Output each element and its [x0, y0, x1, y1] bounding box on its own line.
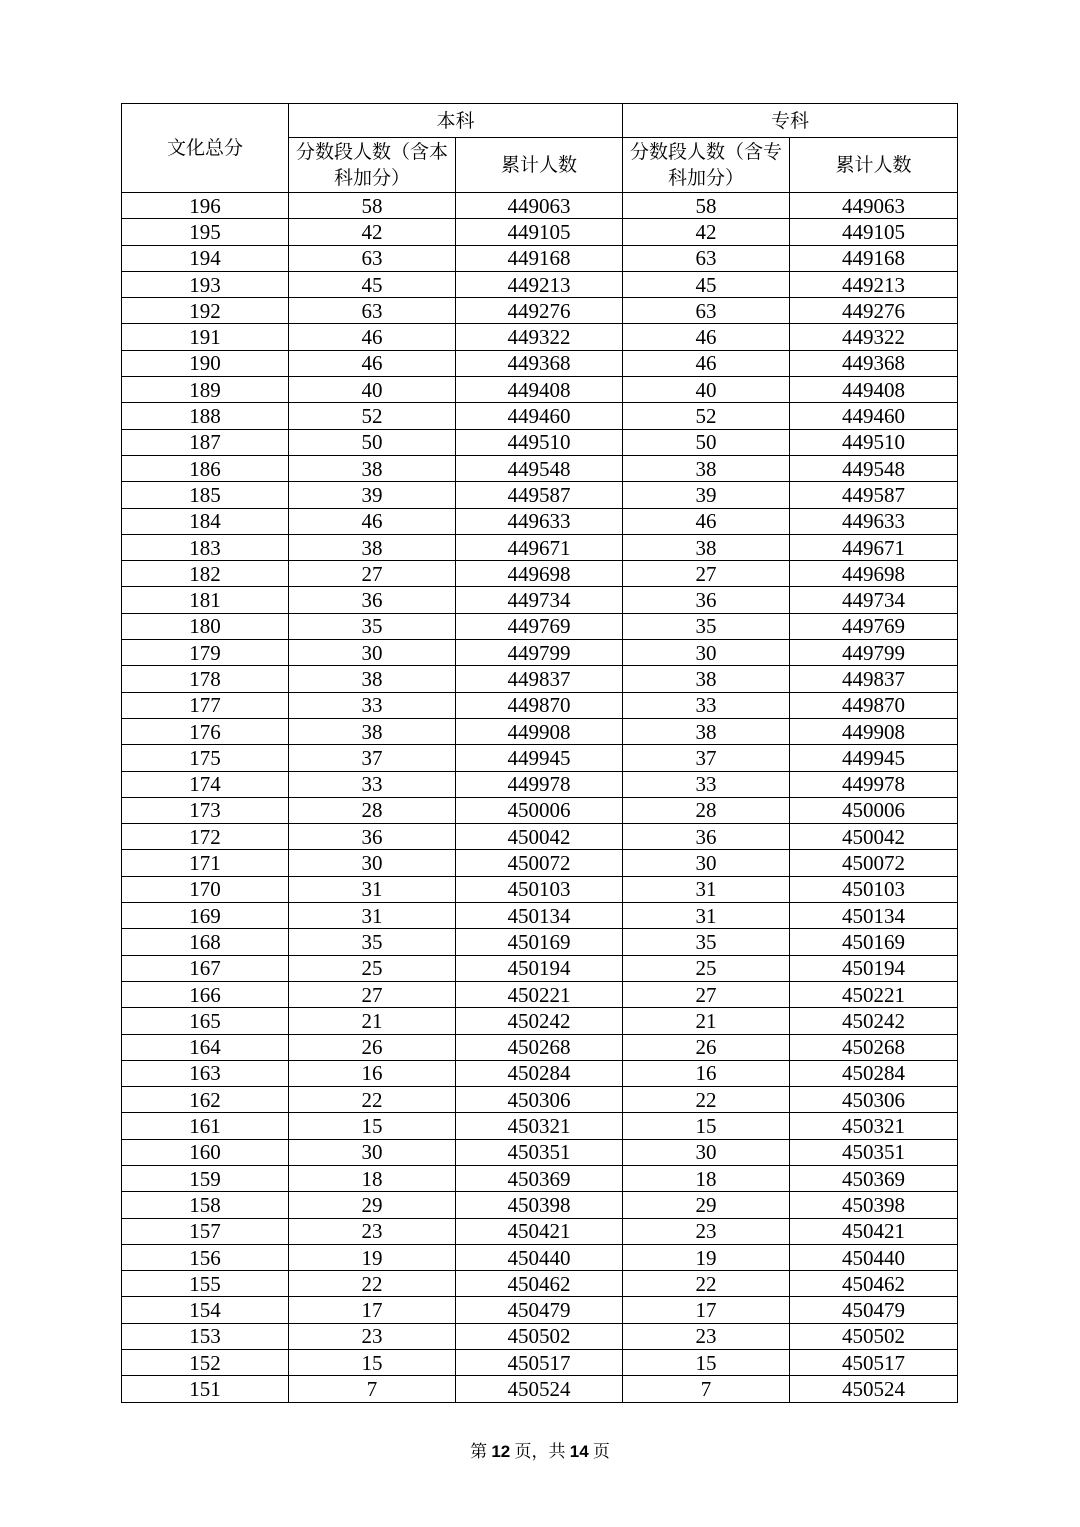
cell-score: 174 — [122, 771, 289, 797]
cell-zhuanke-count: 27 — [623, 981, 790, 1007]
cell-benke-count: 58 — [289, 193, 456, 219]
cell-benke-cumulative: 450517 — [456, 1350, 623, 1376]
cell-benke-count: 42 — [289, 219, 456, 245]
table-row — [122, 1008, 958, 1034]
cell-score: 187 — [122, 429, 289, 455]
cell-benke-count: 31 — [289, 903, 456, 929]
header-zhuanke-count: 分数段人数（含专科加分） — [623, 138, 790, 193]
cell-benke-count: 45 — [289, 271, 456, 297]
cell-zhuanke-count: 27 — [623, 561, 790, 587]
cell-score: 172 — [122, 824, 289, 850]
cell-zhuanke-cumulative: 449548 — [790, 455, 958, 481]
table-row — [122, 771, 958, 797]
table-row — [122, 903, 958, 929]
table-row — [122, 455, 958, 481]
cell-benke-count: 39 — [289, 482, 456, 508]
cell-zhuanke-cumulative: 449510 — [790, 429, 958, 455]
cell-score: 166 — [122, 981, 289, 1007]
cell-zhuanke-cumulative: 450169 — [790, 929, 958, 955]
cell-zhuanke-cumulative: 450440 — [790, 1244, 958, 1270]
cell-score: 176 — [122, 718, 289, 744]
cell-zhuanke-count: 42 — [623, 219, 790, 245]
score-distribution-table — [121, 103, 958, 1403]
cell-zhuanke-count: 36 — [623, 824, 790, 850]
cell-benke-cumulative: 450369 — [456, 1165, 623, 1191]
cell-benke-count: 17 — [289, 1297, 456, 1323]
table-row — [122, 1192, 958, 1218]
cell-benke-count: 29 — [289, 1192, 456, 1218]
cell-benke-cumulative: 450398 — [456, 1192, 623, 1218]
table-row — [122, 850, 958, 876]
cell-benke-count: 30 — [289, 1139, 456, 1165]
cell-score: 159 — [122, 1165, 289, 1191]
table-row — [122, 929, 958, 955]
cell-benke-count: 16 — [289, 1060, 456, 1086]
cell-benke-cumulative: 450462 — [456, 1271, 623, 1297]
cell-zhuanke-count: 18 — [623, 1165, 790, 1191]
cell-benke-count: 15 — [289, 1350, 456, 1376]
cell-benke-cumulative: 449734 — [456, 587, 623, 613]
table-row — [122, 324, 958, 350]
cell-zhuanke-cumulative: 449769 — [790, 613, 958, 639]
cell-zhuanke-cumulative: 450321 — [790, 1113, 958, 1139]
cell-benke-count: 26 — [289, 1034, 456, 1060]
cell-benke-cumulative: 449671 — [456, 534, 623, 560]
header-zhuanke-cumulative: 累计人数 — [790, 138, 958, 193]
cell-zhuanke-count: 21 — [623, 1008, 790, 1034]
cell-zhuanke-cumulative: 450103 — [790, 876, 958, 902]
cell-benke-cumulative: 450268 — [456, 1034, 623, 1060]
cell-benke-cumulative: 449322 — [456, 324, 623, 350]
cell-score: 171 — [122, 850, 289, 876]
cell-benke-cumulative: 449799 — [456, 640, 623, 666]
table-row — [122, 1165, 958, 1191]
cell-score: 180 — [122, 613, 289, 639]
cell-score: 167 — [122, 955, 289, 981]
cell-zhuanke-count: 37 — [623, 745, 790, 771]
table-row — [122, 377, 958, 403]
cell-benke-count: 46 — [289, 324, 456, 350]
table-row — [122, 1350, 958, 1376]
cell-zhuanke-cumulative: 450134 — [790, 903, 958, 929]
table-row — [122, 640, 958, 666]
cell-benke-cumulative: 449168 — [456, 245, 623, 271]
cell-score: 184 — [122, 508, 289, 534]
cell-zhuanke-cumulative: 449460 — [790, 403, 958, 429]
cell-benke-cumulative: 450103 — [456, 876, 623, 902]
cell-zhuanke-count: 40 — [623, 377, 790, 403]
cell-benke-cumulative: 450351 — [456, 1139, 623, 1165]
cell-benke-cumulative: 450072 — [456, 850, 623, 876]
table-row — [122, 797, 958, 823]
header-zhuanke: 专科 — [623, 104, 958, 138]
table-row — [122, 429, 958, 455]
cell-zhuanke-count: 38 — [623, 455, 790, 481]
cell-benke-count: 31 — [289, 876, 456, 902]
cell-zhuanke-cumulative: 449799 — [790, 640, 958, 666]
cell-benke-count: 33 — [289, 771, 456, 797]
cell-benke-count: 27 — [289, 561, 456, 587]
table-row — [122, 613, 958, 639]
cell-zhuanke-count: 50 — [623, 429, 790, 455]
cell-benke-cumulative: 449276 — [456, 298, 623, 324]
cell-zhuanke-cumulative: 450524 — [790, 1376, 958, 1402]
cell-benke-cumulative: 449633 — [456, 508, 623, 534]
cell-benke-count: 36 — [289, 587, 456, 613]
cell-zhuanke-count: 23 — [623, 1323, 790, 1349]
cell-benke-cumulative: 450502 — [456, 1323, 623, 1349]
cell-zhuanke-count: 29 — [623, 1192, 790, 1218]
cell-score: 170 — [122, 876, 289, 902]
cell-score: 190 — [122, 350, 289, 376]
cell-score: 154 — [122, 1297, 289, 1323]
cell-benke-cumulative: 449945 — [456, 745, 623, 771]
cell-zhuanke-count: 28 — [623, 797, 790, 823]
footer-page-number: 12 — [491, 1442, 511, 1461]
cell-benke-cumulative: 450242 — [456, 1008, 623, 1034]
cell-zhuanke-count: 19 — [623, 1244, 790, 1270]
footer-middle: 页，共 — [510, 1442, 570, 1461]
cell-benke-cumulative: 450321 — [456, 1113, 623, 1139]
cell-zhuanke-cumulative: 449698 — [790, 561, 958, 587]
table-row — [122, 482, 958, 508]
cell-benke-cumulative: 449105 — [456, 219, 623, 245]
cell-score: 151 — [122, 1376, 289, 1402]
cell-zhuanke-count: 16 — [623, 1060, 790, 1086]
cell-zhuanke-count: 33 — [623, 692, 790, 718]
cell-benke-cumulative: 449460 — [456, 403, 623, 429]
cell-benke-cumulative: 449548 — [456, 455, 623, 481]
table-row — [122, 298, 958, 324]
cell-zhuanke-count: 26 — [623, 1034, 790, 1060]
table-row — [122, 876, 958, 902]
cell-benke-count: 46 — [289, 508, 456, 534]
cell-zhuanke-count: 38 — [623, 534, 790, 560]
table-row — [122, 1113, 958, 1139]
cell-benke-count: 23 — [289, 1218, 456, 1244]
cell-benke-count: 38 — [289, 455, 456, 481]
cell-benke-count: 33 — [289, 692, 456, 718]
cell-zhuanke-cumulative: 449276 — [790, 298, 958, 324]
cell-score: 169 — [122, 903, 289, 929]
cell-zhuanke-cumulative: 449168 — [790, 245, 958, 271]
cell-benke-cumulative: 449698 — [456, 561, 623, 587]
cell-score: 153 — [122, 1323, 289, 1349]
cell-zhuanke-cumulative: 450421 — [790, 1218, 958, 1244]
cell-score: 165 — [122, 1008, 289, 1034]
cell-benke-count: 19 — [289, 1244, 456, 1270]
cell-benke-cumulative: 449510 — [456, 429, 623, 455]
cell-benke-cumulative: 450524 — [456, 1376, 623, 1402]
cell-benke-count: 22 — [289, 1271, 456, 1297]
cell-benke-cumulative: 449837 — [456, 666, 623, 692]
cell-zhuanke-cumulative: 449063 — [790, 193, 958, 219]
cell-benke-count: 35 — [289, 613, 456, 639]
cell-benke-count: 38 — [289, 666, 456, 692]
table-row — [122, 561, 958, 587]
cell-zhuanke-count: 7 — [623, 1376, 790, 1402]
table-row — [122, 271, 958, 297]
cell-zhuanke-cumulative: 450284 — [790, 1060, 958, 1086]
cell-benke-cumulative: 449587 — [456, 482, 623, 508]
cell-zhuanke-cumulative: 449322 — [790, 324, 958, 350]
cell-zhuanke-cumulative: 449978 — [790, 771, 958, 797]
cell-score: 162 — [122, 1087, 289, 1113]
cell-zhuanke-count: 22 — [623, 1087, 790, 1113]
cell-zhuanke-cumulative: 449908 — [790, 718, 958, 744]
cell-benke-count: 23 — [289, 1323, 456, 1349]
cell-benke-count: 27 — [289, 981, 456, 1007]
table-row — [122, 745, 958, 771]
cell-benke-count: 38 — [289, 534, 456, 560]
table-row — [122, 1271, 958, 1297]
cell-benke-cumulative: 449408 — [456, 377, 623, 403]
cell-score: 152 — [122, 1350, 289, 1376]
cell-benke-count: 15 — [289, 1113, 456, 1139]
cell-zhuanke-count: 39 — [623, 482, 790, 508]
cell-benke-cumulative: 450440 — [456, 1244, 623, 1270]
header-score: 文化总分 — [122, 104, 289, 193]
cell-zhuanke-count: 31 — [623, 903, 790, 929]
cell-zhuanke-cumulative: 450351 — [790, 1139, 958, 1165]
table-row — [122, 1376, 958, 1402]
cell-score: 177 — [122, 692, 289, 718]
table-row — [122, 1244, 958, 1270]
cell-zhuanke-cumulative: 450398 — [790, 1192, 958, 1218]
cell-zhuanke-count: 30 — [623, 1139, 790, 1165]
table-row — [122, 403, 958, 429]
table-row — [122, 1323, 958, 1349]
cell-zhuanke-count: 45 — [623, 271, 790, 297]
cell-zhuanke-cumulative: 449945 — [790, 745, 958, 771]
table-row — [122, 955, 958, 981]
cell-benke-count: 30 — [289, 640, 456, 666]
cell-benke-count: 21 — [289, 1008, 456, 1034]
cell-benke-cumulative: 450421 — [456, 1218, 623, 1244]
cell-benke-count: 22 — [289, 1087, 456, 1113]
cell-score: 183 — [122, 534, 289, 560]
cell-zhuanke-count: 46 — [623, 350, 790, 376]
table-row — [122, 824, 958, 850]
cell-score: 173 — [122, 797, 289, 823]
cell-score: 156 — [122, 1244, 289, 1270]
cell-benke-count: 25 — [289, 955, 456, 981]
cell-zhuanke-count: 46 — [623, 508, 790, 534]
cell-score: 163 — [122, 1060, 289, 1086]
cell-benke-cumulative: 450006 — [456, 797, 623, 823]
table-row — [122, 981, 958, 1007]
cell-score: 155 — [122, 1271, 289, 1297]
table-row — [122, 193, 958, 219]
cell-benke-cumulative: 449908 — [456, 718, 623, 744]
cell-benke-count: 40 — [289, 377, 456, 403]
cell-benke-count: 63 — [289, 298, 456, 324]
cell-benke-count: 38 — [289, 718, 456, 744]
cell-benke-cumulative: 449213 — [456, 271, 623, 297]
cell-zhuanke-cumulative: 449837 — [790, 666, 958, 692]
cell-zhuanke-count: 25 — [623, 955, 790, 981]
cell-score: 168 — [122, 929, 289, 955]
cell-zhuanke-count: 38 — [623, 718, 790, 744]
cell-score: 194 — [122, 245, 289, 271]
cell-zhuanke-cumulative: 449870 — [790, 692, 958, 718]
table-row — [122, 219, 958, 245]
cell-score: 186 — [122, 455, 289, 481]
cell-zhuanke-cumulative: 450006 — [790, 797, 958, 823]
table-body — [122, 193, 958, 1403]
cell-zhuanke-cumulative: 449105 — [790, 219, 958, 245]
cell-zhuanke-cumulative: 449633 — [790, 508, 958, 534]
footer-prefix: 第 — [470, 1442, 492, 1461]
header-benke-count: 分数段人数（含本科加分） — [289, 138, 456, 193]
table-row — [122, 1139, 958, 1165]
table-row — [122, 1218, 958, 1244]
header-benke: 本科 — [289, 104, 623, 138]
cell-benke-count: 28 — [289, 797, 456, 823]
cell-benke-cumulative: 450169 — [456, 929, 623, 955]
footer-suffix: 页 — [588, 1442, 610, 1461]
cell-benke-cumulative: 450284 — [456, 1060, 623, 1086]
cell-zhuanke-count: 46 — [623, 324, 790, 350]
cell-zhuanke-cumulative: 450517 — [790, 1350, 958, 1376]
cell-zhuanke-cumulative: 449587 — [790, 482, 958, 508]
cell-benke-cumulative: 449769 — [456, 613, 623, 639]
cell-zhuanke-count: 52 — [623, 403, 790, 429]
cell-zhuanke-count: 23 — [623, 1218, 790, 1244]
cell-zhuanke-cumulative: 450194 — [790, 955, 958, 981]
cell-score: 161 — [122, 1113, 289, 1139]
cell-score: 189 — [122, 377, 289, 403]
cell-benke-count: 52 — [289, 403, 456, 429]
cell-zhuanke-cumulative: 449671 — [790, 534, 958, 560]
cell-benke-count: 35 — [289, 929, 456, 955]
cell-zhuanke-count: 33 — [623, 771, 790, 797]
table-row — [122, 508, 958, 534]
cell-zhuanke-count: 22 — [623, 1271, 790, 1297]
cell-score: 158 — [122, 1192, 289, 1218]
cell-zhuanke-cumulative: 450042 — [790, 824, 958, 850]
table-row — [122, 718, 958, 744]
cell-score: 181 — [122, 587, 289, 613]
cell-zhuanke-cumulative: 450479 — [790, 1297, 958, 1323]
cell-score: 179 — [122, 640, 289, 666]
cell-score: 160 — [122, 1139, 289, 1165]
cell-benke-cumulative: 450042 — [456, 824, 623, 850]
cell-zhuanke-count: 35 — [623, 929, 790, 955]
cell-zhuanke-count: 30 — [623, 640, 790, 666]
cell-zhuanke-count: 15 — [623, 1350, 790, 1376]
cell-score: 178 — [122, 666, 289, 692]
cell-zhuanke-cumulative: 449368 — [790, 350, 958, 376]
table-row — [122, 1060, 958, 1086]
cell-benke-cumulative: 450194 — [456, 955, 623, 981]
cell-benke-cumulative: 449978 — [456, 771, 623, 797]
table-row — [122, 692, 958, 718]
cell-score: 192 — [122, 298, 289, 324]
cell-benke-cumulative: 450221 — [456, 981, 623, 1007]
cell-zhuanke-count: 15 — [623, 1113, 790, 1139]
table-row — [122, 666, 958, 692]
cell-zhuanke-cumulative: 450306 — [790, 1087, 958, 1113]
cell-score: 193 — [122, 271, 289, 297]
cell-zhuanke-cumulative: 450221 — [790, 981, 958, 1007]
cell-zhuanke-cumulative: 450268 — [790, 1034, 958, 1060]
cell-benke-count: 36 — [289, 824, 456, 850]
cell-benke-cumulative: 450479 — [456, 1297, 623, 1323]
cell-zhuanke-count: 17 — [623, 1297, 790, 1323]
cell-score: 157 — [122, 1218, 289, 1244]
cell-benke-cumulative: 449063 — [456, 193, 623, 219]
table-row — [122, 587, 958, 613]
cell-zhuanke-cumulative: 450242 — [790, 1008, 958, 1034]
cell-score: 195 — [122, 219, 289, 245]
table-row — [122, 1087, 958, 1113]
cell-benke-cumulative: 449870 — [456, 692, 623, 718]
cell-zhuanke-count: 63 — [623, 298, 790, 324]
page-footer — [0, 1437, 1080, 1462]
cell-score: 164 — [122, 1034, 289, 1060]
cell-zhuanke-count: 58 — [623, 193, 790, 219]
cell-zhuanke-cumulative: 450369 — [790, 1165, 958, 1191]
cell-score: 182 — [122, 561, 289, 587]
cell-zhuanke-count: 38 — [623, 666, 790, 692]
cell-zhuanke-count: 36 — [623, 587, 790, 613]
table-row — [122, 534, 958, 560]
cell-benke-cumulative: 449368 — [456, 350, 623, 376]
cell-zhuanke-cumulative: 450462 — [790, 1271, 958, 1297]
cell-benke-count: 30 — [289, 850, 456, 876]
cell-zhuanke-cumulative: 449408 — [790, 377, 958, 403]
cell-benke-count: 37 — [289, 745, 456, 771]
cell-zhuanke-cumulative: 450502 — [790, 1323, 958, 1349]
cell-benke-cumulative: 450134 — [456, 903, 623, 929]
cell-zhuanke-count: 35 — [623, 613, 790, 639]
cell-benke-cumulative: 450306 — [456, 1087, 623, 1113]
cell-zhuanke-count: 31 — [623, 876, 790, 902]
cell-benke-count: 7 — [289, 1376, 456, 1402]
cell-benke-count: 50 — [289, 429, 456, 455]
cell-score: 188 — [122, 403, 289, 429]
cell-zhuanke-cumulative: 449213 — [790, 271, 958, 297]
cell-score: 196 — [122, 193, 289, 219]
cell-zhuanke-count: 63 — [623, 245, 790, 271]
cell-zhuanke-cumulative: 449734 — [790, 587, 958, 613]
header-benke-cumulative: 累计人数 — [456, 138, 623, 193]
cell-benke-count: 46 — [289, 350, 456, 376]
cell-zhuanke-cumulative: 450072 — [790, 850, 958, 876]
cell-score: 175 — [122, 745, 289, 771]
cell-score: 185 — [122, 482, 289, 508]
table-row — [122, 1034, 958, 1060]
cell-score: 191 — [122, 324, 289, 350]
table-row — [122, 1297, 958, 1323]
cell-zhuanke-count: 30 — [623, 850, 790, 876]
table-row — [122, 350, 958, 376]
cell-benke-count: 18 — [289, 1165, 456, 1191]
cell-benke-count: 63 — [289, 245, 456, 271]
table-row — [122, 245, 958, 271]
footer-total-pages: 14 — [569, 1442, 589, 1461]
